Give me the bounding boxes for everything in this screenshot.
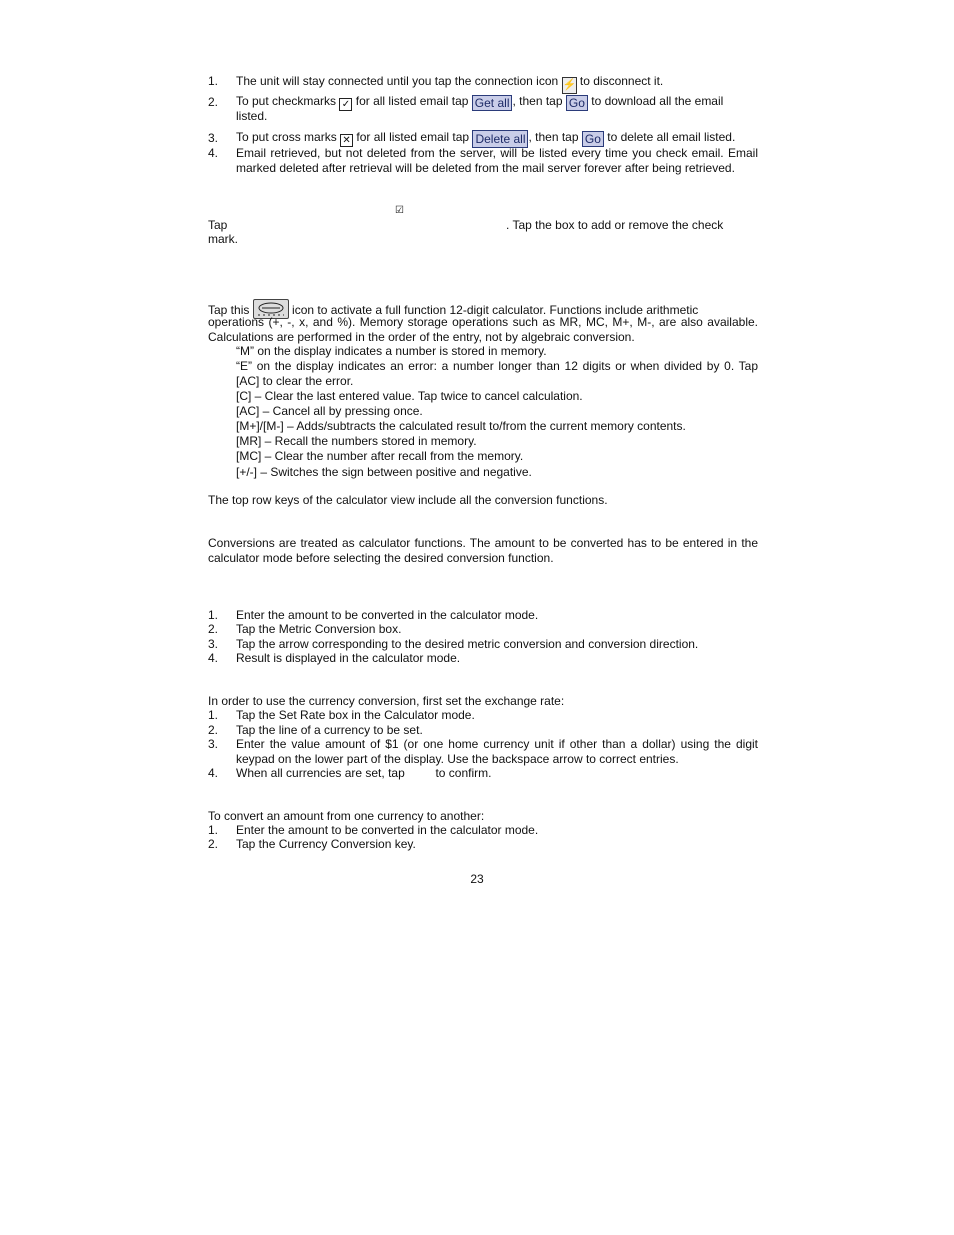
go-button[interactable]: Go	[566, 95, 588, 111]
list-item: Tap the Set Rate box in the Calculator mode.	[236, 708, 475, 722]
page-number: 23	[470, 872, 484, 886]
calculator-note: “M” on the display indicates a number is stored in memory.	[236, 344, 547, 358]
checkmark-icon: ✓	[339, 98, 352, 111]
list-item: Result is displayed in the calculator mode.	[236, 651, 461, 665]
list-number: 3.	[208, 131, 219, 145]
calculator-note: [C] – Clear the last entered value. Tap twice to cancel calculation.	[236, 389, 583, 403]
list-item: The unit will stay connected until you tap the connection icon ⚡ to disconnect it.	[236, 74, 663, 94]
list-item: Tap the line of a currency to be set.	[236, 723, 423, 737]
list-number: 1.	[208, 74, 219, 88]
list-number: 1.	[208, 823, 219, 837]
calculator-note: [MC] – Clear the number after recall from the memory.	[236, 449, 524, 463]
list-item: To put cross marks ✕ for all listed email tap Delete all , then tap Go to delete all email listed.	[236, 130, 736, 146]
list-item: Tap the arrow corresponding to the desired metric conversion and conversion direction.	[236, 637, 699, 651]
list-number: 2.	[208, 837, 219, 851]
delete-all-button[interactable]: Delete all	[472, 130, 528, 148]
checkbox-note-text: . Tap the box to add or remove the check	[506, 218, 724, 232]
calculator-note: [AC] – Cancel all by pressing once.	[236, 404, 423, 418]
calculator-description: operations (+, -, x, and %). Memory storage operations such as MR, MC, M+, M-, are also available. Calculations are performed in the order of the entry, not by algebraic conversion.	[208, 315, 758, 344]
list-number: 2.	[208, 95, 219, 109]
calculator-note: [MR] – Recall the numbers stored in memory.	[236, 434, 477, 448]
list-item-continuation: listed.	[236, 109, 268, 123]
list-number: 1.	[208, 708, 219, 722]
list-item: Tap the Metric Conversion box.	[236, 622, 402, 636]
get-all-button[interactable]: Get all	[472, 95, 513, 111]
calculator-intro: Tap this icon to activate a full function 12-digit calculator. Functions include arithmetic	[208, 299, 698, 319]
connection-icon[interactable]: ⚡	[562, 77, 577, 94]
list-number: 4.	[208, 651, 219, 665]
go-button[interactable]: Go	[582, 131, 604, 147]
list-number: 1.	[208, 608, 219, 622]
list-item: To put checkmarks ✓ for all listed email tap Get all , then tap Go to download all the email	[236, 94, 724, 110]
calculator-note: [+/-] – Switches the sign between positive and negative.	[236, 465, 532, 479]
list-number: 4.	[208, 766, 219, 780]
list-item: Enter the amount to be converted in the calculator mode.	[236, 608, 539, 622]
list-item: Enter the value amount of $1 (or one home currency unit if other than a dollar) using the digit keypad on the lower part of the display. Use the backspace arrow to correct entries.	[236, 737, 758, 766]
currency-convert-intro: To convert an amount from one currency to another:	[208, 809, 485, 823]
list-item: When all currencies are set, tap to confirm.	[236, 766, 492, 780]
currency-rate-intro: In order to use the currency conversion, first set the exchange rate:	[208, 694, 565, 708]
checkbox-icon: ☑	[395, 205, 404, 216]
list-number: 2.	[208, 723, 219, 737]
calculator-note: “E” on the display indicates an error: a number longer than 12 digits or when divided by 0. Tap [AC] to clear the error.	[236, 359, 758, 388]
top-row-note: The top row keys of the calculator view include all the conversion functions.	[208, 493, 608, 507]
list-number: 3.	[208, 637, 219, 651]
list-number: 2.	[208, 622, 219, 636]
conversions-note: Conversions are treated as calculator functions. The amount to be converted has to be entered in the calculator mode before selecting the desired conversion function.	[208, 536, 758, 565]
cross-mark-icon: ✕	[340, 134, 353, 147]
list-item: Email retrieved, but not deleted from the server, will be listed every time you check email. Email marked deleted after retrieval will be deleted from the mail server forever after being retrieved.	[236, 146, 758, 175]
checkbox-note-tap: Tap	[208, 218, 228, 232]
list-number: 3.	[208, 737, 219, 751]
list-number: 4.	[208, 146, 219, 160]
calculator-note: [M+]/[M-] – Adds/subtracts the calculated result to/from the current memory contents.	[236, 419, 686, 433]
checkbox-note-continuation: mark.	[208, 232, 238, 246]
list-item: Tap the Currency Conversion key.	[236, 837, 416, 851]
list-item: Enter the amount to be converted in the calculator mode.	[236, 823, 539, 837]
